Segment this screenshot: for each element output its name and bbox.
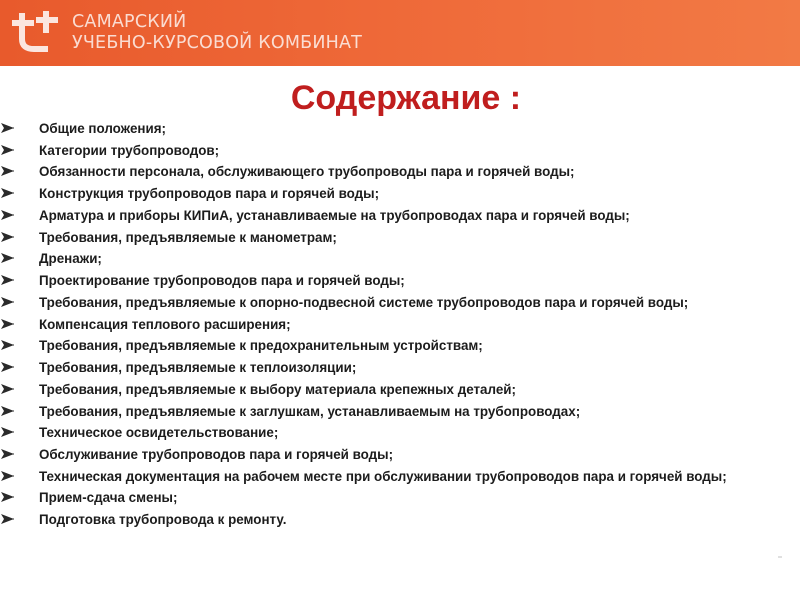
header-banner <box>0 0 800 66</box>
list-item <box>0 335 790 357</box>
list-item-text: Компенсация теплового расширения; <box>39 316 291 332</box>
arrowhead-bullet-icon <box>0 207 16 223</box>
arrowhead-bullet-icon <box>0 142 16 158</box>
logo-text <box>72 12 362 54</box>
list-item <box>0 205 790 227</box>
list-item-text: Обслуживание трубопроводов пара и горячей воды; <box>39 447 394 463</box>
table-of-contents <box>0 118 790 531</box>
list-item-text: Техническая документация на рабочем месте при обслуживании трубопроводов пара и горячей воды; <box>39 468 727 484</box>
list-item <box>0 183 790 205</box>
list-item-text: Требования, предъявляемые к теплоизоляции; <box>39 360 357 376</box>
arrowhead-bullet-icon <box>0 489 16 505</box>
logo-line-1: САМАРСКИЙ <box>72 12 187 32</box>
list-item <box>0 357 790 379</box>
list-item-text: Арматура и приборы КИПиА, устанавливаемые на трубопроводах пара и горячей воды; <box>39 207 630 223</box>
list-item-text: Требования, предъявляемые к опорно-подвесной системе трубопроводов пара и горячей воды; <box>39 294 689 310</box>
list-item-text: Прием-сдача смены; <box>39 490 178 506</box>
list-item <box>0 487 790 509</box>
list-item <box>0 466 790 488</box>
list-item <box>0 422 790 444</box>
decorative-mark <box>778 556 782 558</box>
list-item-text: Дренажи; <box>39 251 102 267</box>
list-item-text: Требования, предъявляемые к предохранительным устройствам; <box>39 338 483 354</box>
list-item <box>0 270 790 292</box>
list-item-text: Общие положения; <box>39 121 167 136</box>
arrowhead-bullet-icon <box>0 337 16 353</box>
page-title: Содержание : <box>290 79 522 117</box>
arrowhead-bullet-icon <box>0 468 16 484</box>
list-item <box>0 379 790 401</box>
arrowhead-bullet-icon <box>0 316 16 332</box>
list-item <box>0 248 790 270</box>
list-item <box>0 292 790 314</box>
arrowhead-bullet-icon <box>0 403 16 419</box>
list-item-text: Требования, предъявляемые к манометрам; <box>39 229 337 245</box>
arrowhead-bullet-icon <box>0 272 16 288</box>
list-item-text: Требования, предъявляемые к заглушкам, устанавливаемым на трубопроводах; <box>39 403 581 419</box>
arrowhead-bullet-icon <box>0 424 16 440</box>
arrowhead-bullet-icon <box>0 294 16 310</box>
list-item <box>0 444 790 466</box>
arrowhead-bullet-icon <box>0 250 16 266</box>
arrowhead-bullet-icon <box>0 359 16 375</box>
list-item <box>0 118 790 140</box>
list-item <box>0 509 790 531</box>
arrowhead-bullet-icon <box>0 381 16 397</box>
list-item <box>0 161 790 183</box>
list-item-text: Техническое освидетельствование; <box>39 425 279 441</box>
list-item-text: Требования, предъявляемые к выбору материала крепежных деталей; <box>39 381 516 397</box>
list-item-text: Конструкция трубопроводов пара и горячей воды; <box>39 186 380 202</box>
arrowhead-bullet-icon <box>0 185 16 201</box>
list-item <box>0 140 790 162</box>
list-item-text: Обязанности персонала, обслуживающего трубопроводы пара и горячей воды; <box>39 164 575 180</box>
tt-logo-icon <box>8 9 66 55</box>
arrowhead-bullet-icon <box>0 511 16 527</box>
logo-line-2: УЧЕБНО-КУРСОВОЙ КОМБИНАТ <box>72 33 363 53</box>
list-item <box>0 401 790 423</box>
arrowhead-bullet-icon <box>0 446 16 462</box>
list-item-text: Категории трубопроводов; <box>39 142 220 158</box>
arrowhead-bullet-icon <box>0 163 16 179</box>
arrowhead-bullet-icon <box>0 229 16 245</box>
list-item-text: Проектирование трубопроводов пара и горячей воды; <box>39 273 405 289</box>
list-item-text: Подготовка трубопровода к ремонту. <box>39 512 287 528</box>
arrowhead-bullet-icon <box>0 120 16 136</box>
list-item <box>0 314 790 336</box>
list-item <box>0 227 790 249</box>
